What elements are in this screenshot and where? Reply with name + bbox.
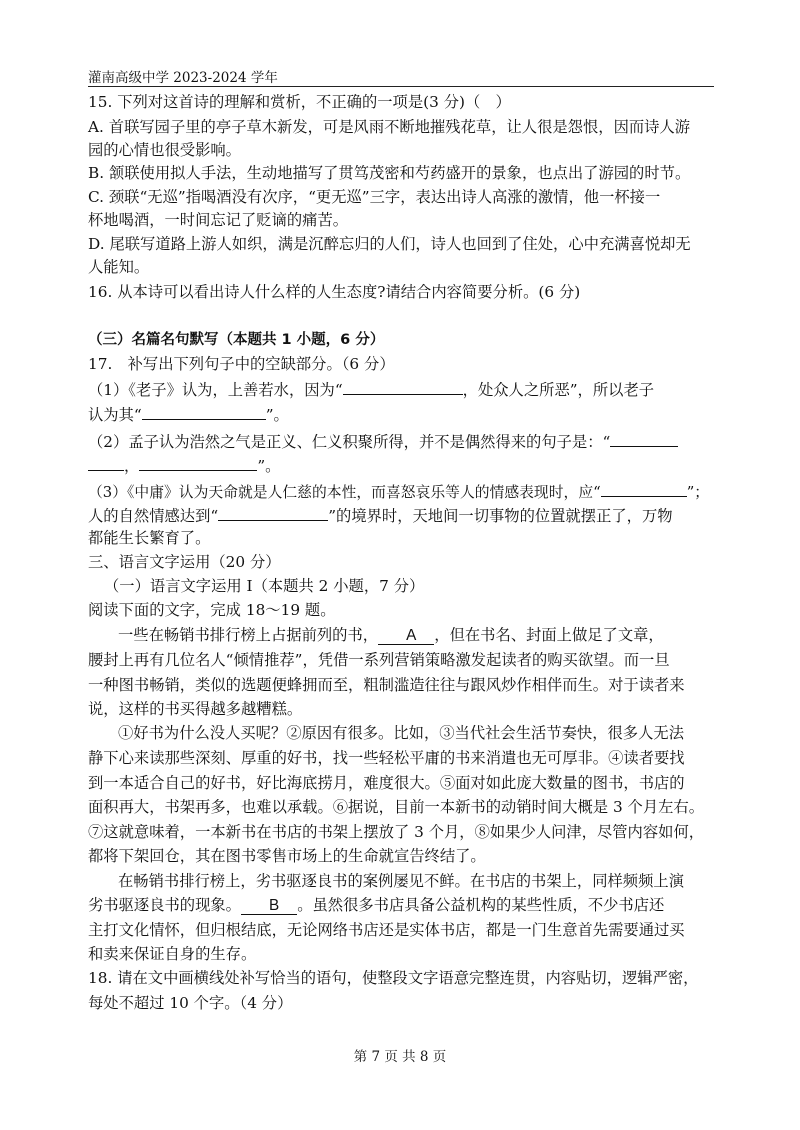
q17-item1-line1 bbox=[88, 378, 654, 400]
section3-title: （三）名篇名句默写（本题共 1 小题，6 分） bbox=[88, 332, 385, 348]
q15-option-c-line2: 杯地喝酒，一时间忘记了贬谪的痛苦。 bbox=[88, 211, 349, 229]
passage-line-12 bbox=[88, 895, 664, 916]
q17-item3-line3: 都能生长繁育了。 bbox=[88, 529, 211, 547]
q17-item1-text-a: （1）《老子》认为，上善若水，因为“ bbox=[88, 381, 343, 399]
q15-option-a-line1: A. 首联写园子里的亭子草木新发，可是风雨不断地摧残花草，让人很是怨恨，因而诗人游 bbox=[88, 118, 691, 136]
passage-text: 一些在畅销书排行榜上占据前列的书， bbox=[118, 626, 379, 644]
q15-option-b: B. 颔联使用拟人手法，生动地描写了贯笃茂密和芍药盛开的景象，也点出了游园的时节。 bbox=[88, 164, 691, 182]
page-header: 灌南高级中学 2023-2024 学年 bbox=[88, 66, 714, 87]
passage-line-7: 到一本适合自己的好书，好比海底捞月，难度很大。⑤面对如此庞大数量的图书，书店的 bbox=[88, 774, 685, 792]
q17-item2-text-c: ， bbox=[124, 457, 140, 475]
passage-line-14: 和卖来保证自身的生存。 bbox=[88, 945, 257, 963]
q17-item2-text-a: （2）孟子认为浩然之气是正义、仁义积聚所得，并不是偶然得来的句子是：“ bbox=[88, 433, 611, 451]
q16-stem: 16. 从本诗可以看出诗人什么样的人生态度?请结合内容简要分析。(6 分) bbox=[88, 283, 581, 301]
passage-line-5: ①好书为什么没人买呢？②原因有很多。比如，③当代社会生活节奏快，很多人无法 bbox=[118, 724, 684, 742]
q17-item3-text-b: ”； bbox=[686, 484, 710, 501]
q17-item2-line1 bbox=[88, 430, 678, 452]
passage-line-8: 面积再大，书架再多，也难以承载。⑥据说，目前一本新书的动销时间大概是 3 个月左右。 bbox=[88, 798, 705, 816]
q17-item1-line2 bbox=[88, 403, 289, 425]
subsection1-title: （一）语言文字运用 I（本题共 2 小题，7 分） bbox=[104, 577, 425, 595]
q15-option-d-line2: 人能知。 bbox=[88, 258, 150, 276]
passage-text: 。虽然很多书店具备公益机构的某些性质，不少书店还 bbox=[297, 896, 665, 914]
part3-title: 三、语言文字运用（20 分） bbox=[88, 553, 281, 571]
q15-option-a-line2: 园的心情也很受影响。 bbox=[88, 141, 241, 159]
q17-item1-text-d: ”。 bbox=[265, 406, 289, 424]
q17-blank-3b[interactable] bbox=[88, 454, 124, 471]
q17-item3-line1 bbox=[88, 480, 709, 503]
blank-a[interactable]: A bbox=[378, 627, 434, 645]
q17-blank-6[interactable] bbox=[218, 504, 328, 521]
q17-blank-2[interactable] bbox=[142, 403, 266, 420]
q17-blank-1[interactable] bbox=[343, 378, 463, 395]
passage-text: ，但在书名、封面上做足了文章， bbox=[434, 626, 664, 644]
q17-item2-text-d: ”。 bbox=[257, 457, 281, 475]
q17-item3-text-c: 人的自然情感达到“ bbox=[88, 507, 219, 525]
q17-blank-3a[interactable] bbox=[610, 430, 678, 447]
passage-line-9: ⑦这就意味着，一本新书在书店的书架上摆放了 3 个月，⑧如果少人问津，尽管内容如何， bbox=[88, 823, 705, 841]
q17-stem: 17. 补写出下列句子中的空缺部分。（6 分） bbox=[88, 355, 395, 373]
q17-item2-line2 bbox=[88, 454, 280, 476]
q17-item1-text-c: 认为其“ bbox=[88, 406, 142, 424]
q17-item3-text-a: （3）《中庸》认为天命就是人仁慈的本性，而喜怒哀乐等人的情感表现时，应“ bbox=[88, 484, 601, 501]
page-footer: 第 7 页 共 8 页 bbox=[353, 1049, 447, 1065]
reading-intro: 阅读下面的文字，完成 18～19 题。 bbox=[88, 601, 336, 619]
q15-option-c-line1: C. 颈联“无巡”指喝酒没有次序，“更无巡”三字，表达出诗人高涨的激情，他一杯接一 bbox=[88, 188, 661, 206]
passage-line-10: 都将下架回仓，其在图书零售市场上的生命就宣告终结了。 bbox=[88, 847, 486, 865]
q18-stem-line1: 18. 请在文中画横线处补写恰当的语句，使整段文字语意完整连贯，内容贴切，逻辑严密， bbox=[88, 969, 699, 987]
q17-item3-line2 bbox=[88, 504, 673, 526]
q17-item3-text-d: ”的境界时，天地间一切事物的位置就摆正了，万物 bbox=[328, 507, 673, 525]
q15-stem: 15. 下列对这首诗的理解和赏析，不正确的一项是(3 分)（ ） bbox=[88, 93, 511, 111]
q17-blank-5[interactable] bbox=[601, 480, 687, 497]
passage-line-4: 说，这样的书买得越多越糟糕。 bbox=[88, 700, 303, 718]
passage-line-11: 在畅销书排行榜上，劣书驱逐良书的案例屡见不鲜。在书店的书架上，同样频频上演 bbox=[118, 872, 684, 890]
q17-item1-text-b: ，处众人之所恶”，所以老子 bbox=[462, 381, 655, 399]
passage-line-13: 主打文化情怀，但归根结底，无论网络书店还是实体书店，都是一门生意首先需要通过买 bbox=[88, 921, 685, 939]
passage-line-1 bbox=[118, 625, 664, 646]
blank-b[interactable]: B bbox=[241, 897, 297, 915]
q17-blank-4[interactable] bbox=[139, 454, 257, 471]
passage-line-2: 腰封上再有几位名人“倾情推荐”，凭借一系列营销策略激发起读者的购买欲望。而一旦 bbox=[88, 651, 670, 669]
passage-text: 劣书驱逐良书的现象。 bbox=[88, 896, 241, 914]
q18-stem-line2: 每处不超过 10 个字。（4 分） bbox=[88, 994, 293, 1012]
q15-option-d-line1: D. 尾联写道路上游人如织，满是沉醉忘归的人们，诗人也回到了住处，心中充满喜悦却无 bbox=[88, 235, 691, 253]
passage-line-3: 一种图书畅销，类似的选题便蜂拥而至，粗制滥造往往与跟风炒作相伴而生。对于读者来 bbox=[88, 676, 685, 694]
passage-line-6: 静下心来读那些深刻、厚重的好书，找一些轻松平庸的书来消遣也无可厚非。④读者要找 bbox=[88, 749, 685, 767]
